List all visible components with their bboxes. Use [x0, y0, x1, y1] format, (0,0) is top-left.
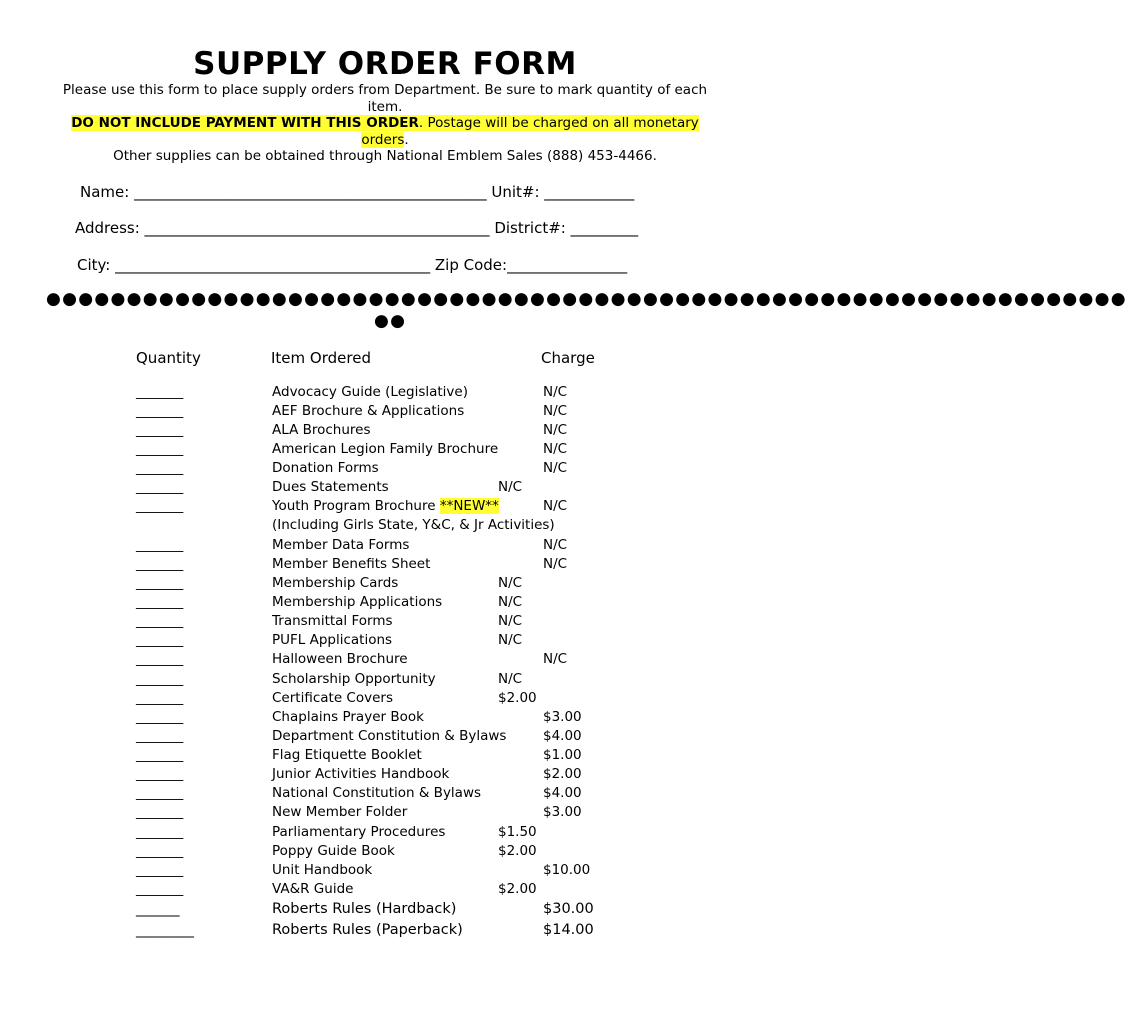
item-name: [272, 384, 468, 400]
item-charge: N/C: [498, 632, 523, 648]
supply-item-row: [0, 441, 770, 460]
item-label: Scholarship Opportunity: [272, 671, 436, 687]
item-name: [272, 671, 436, 687]
item-name: [272, 537, 409, 553]
item-charge: N/C: [498, 479, 523, 495]
item-name: [272, 632, 392, 648]
item-name: [272, 651, 408, 667]
quantity-blank[interactable]: _______: [136, 651, 184, 667]
item-label: Membership Applications: [272, 594, 443, 610]
item-label: Halloween Brochure: [272, 651, 408, 667]
supply-item-row: [0, 575, 770, 594]
item-label: National Constitution & Bylaws: [272, 785, 482, 801]
intro-other-supplies: Other supplies can be obtained through National Emblem Sales (888) 453-4466.: [113, 148, 657, 164]
quantity-blank[interactable]: _______: [136, 479, 184, 495]
item-name: [272, 728, 506, 744]
item-name: [272, 862, 372, 878]
item-name: [272, 594, 442, 610]
supply-item-row: [0, 403, 770, 422]
quantity-blank[interactable]: _______: [136, 843, 184, 859]
item-charge: $1.50: [498, 824, 537, 840]
item-name: [272, 575, 398, 591]
item-name: [272, 498, 499, 514]
quantity-blank[interactable]: _______: [136, 422, 184, 438]
item-charge: $30.00: [543, 901, 594, 917]
quantity-blank[interactable]: _______: [136, 747, 184, 763]
item-charge: N/C: [543, 556, 568, 572]
item-charge: N/C: [543, 460, 568, 476]
item-name: [272, 824, 445, 840]
quantity-column-header: Quantity: [136, 349, 201, 367]
supply-item-row: [0, 651, 770, 670]
item-name: [272, 901, 456, 917]
item-charge: $4.00: [543, 785, 582, 801]
quantity-blank[interactable]: ______: [136, 901, 180, 917]
new-badge: **NEW**: [439, 498, 499, 514]
item-charge: N/C: [543, 537, 568, 553]
item-column-header: Item Ordered: [271, 349, 371, 367]
quantity-blank[interactable]: _______: [136, 632, 184, 648]
supply-item-row: [0, 747, 770, 766]
item-label: VA&R Guide: [272, 881, 354, 897]
item-label: American Legion Family Brochure: [272, 441, 499, 457]
item-charge: $2.00: [543, 766, 582, 782]
item-name: [272, 922, 463, 938]
quantity-blank[interactable]: _______: [136, 785, 184, 801]
item-label: Department Constitution & Bylaws: [272, 728, 507, 744]
supply-item-row: [0, 517, 770, 536]
quantity-blank[interactable]: _______: [136, 709, 184, 725]
postage-note: . Postage will be charged on all monetary orders: [361, 115, 699, 148]
supply-item-row: [0, 671, 770, 690]
item-label: Unit Handbook: [272, 862, 373, 878]
supply-item-row: [0, 384, 770, 403]
item-name: [272, 403, 464, 419]
supply-item-row: [0, 843, 770, 862]
supply-item-row: [0, 728, 770, 747]
item-label: Member Data Forms: [272, 537, 410, 553]
payment-warning: DO NOT INCLUDE PAYMENT WITH THIS ORDER: [71, 115, 419, 131]
item-label: Membership Cards: [272, 575, 399, 591]
quantity-blank[interactable]: _______: [136, 804, 184, 820]
quantity-blank[interactable]: _______: [136, 594, 184, 610]
quantity-blank[interactable]: _______: [136, 824, 184, 840]
item-name: [272, 804, 407, 820]
name-unit-field[interactable]: Name: _______________________________________________ Unit#: ____________: [80, 183, 635, 201]
postage-note-end: .: [404, 131, 409, 148]
item-name: [272, 556, 430, 572]
item-label: New Member Folder: [272, 804, 408, 820]
supply-item-row: [0, 613, 770, 632]
supply-item-row: [0, 785, 770, 804]
supply-item-row: [0, 479, 770, 498]
supply-item-row: [0, 690, 770, 709]
item-label: Flag Etiquette Booklet: [272, 747, 422, 763]
intro-instructions: Please use this form to place supply orders from Department. Be sure to mark quantity of each item.: [62, 82, 708, 115]
quantity-blank[interactable]: _______: [136, 498, 184, 514]
supply-item-row: [0, 881, 770, 900]
item-charge: N/C: [543, 498, 568, 514]
item-charge: N/C: [498, 671, 523, 687]
item-charge: N/C: [498, 575, 523, 591]
item-label: Advocacy Guide (Legislative): [272, 384, 468, 400]
item-name: [272, 422, 371, 438]
quantity-blank[interactable]: _______: [136, 728, 184, 744]
item-charge: $3.00: [543, 804, 582, 820]
item-charge: $2.00: [498, 881, 537, 897]
item-name: [272, 479, 389, 495]
item-charge: $14.00: [543, 922, 594, 938]
quantity-blank[interactable]: _______: [136, 460, 184, 476]
supply-item-row: [0, 862, 770, 881]
item-name: [272, 881, 353, 897]
item-name: [272, 690, 393, 706]
charge-column-header: Charge: [541, 349, 595, 367]
item-charge: $4.00: [543, 728, 582, 744]
supply-item-row: [0, 556, 770, 575]
dotted-separator-continued: ●●: [374, 311, 407, 331]
item-label: Chaplains Prayer Book: [272, 709, 424, 725]
supply-item-row: [0, 922, 770, 941]
city-zip-field[interactable]: City: __________________________________________ Zip Code:________________: [77, 256, 628, 274]
item-label: Roberts Rules (Paperback): [272, 922, 463, 938]
quantity-blank[interactable]: _______: [136, 766, 184, 782]
item-charge: $1.00: [543, 747, 582, 763]
item-name: [272, 517, 555, 533]
quantity-blank[interactable]: _______: [136, 556, 184, 572]
supply-item-row: [0, 498, 770, 517]
item-label: Youth Program Brochure: [272, 498, 436, 514]
item-charge: N/C: [543, 384, 568, 400]
item-label: Donation Forms: [272, 460, 379, 476]
item-label: Member Benefits Sheet: [272, 556, 431, 572]
item-label: (Including Girls State, Y&C, & Jr Activities): [272, 517, 555, 533]
item-charge: N/C: [543, 651, 568, 667]
supply-item-row: [0, 594, 770, 613]
supply-item-row: [0, 804, 770, 823]
supply-item-row: [0, 460, 770, 479]
item-name: [272, 460, 379, 476]
item-label: Certificate Covers: [272, 690, 393, 706]
intro-warning: [50, 115, 720, 148]
item-name: [272, 709, 424, 725]
quantity-blank[interactable]: _______: [136, 690, 184, 706]
quantity-blank[interactable]: _______: [136, 403, 184, 419]
quantity-blank[interactable]: _______: [136, 862, 184, 878]
item-charge: N/C: [543, 403, 568, 419]
item-label: Poppy Guide Book: [272, 843, 395, 859]
supply-item-row: [0, 709, 770, 728]
supply-item-row: [0, 537, 770, 556]
item-name: [272, 766, 449, 782]
item-label: Dues Statements: [272, 479, 389, 495]
quantity-blank[interactable]: _______: [136, 671, 184, 687]
quantity-blank[interactable]: _______: [136, 881, 184, 897]
item-charge: N/C: [498, 613, 523, 629]
item-label: Transmittal Forms: [272, 613, 393, 629]
quantity-blank[interactable]: ________: [136, 922, 194, 938]
item-charge: $10.00: [543, 862, 591, 878]
item-charge: $3.00: [543, 709, 582, 725]
address-district-field[interactable]: Address: ______________________________________________ District#: _________: [75, 219, 639, 237]
item-charge: N/C: [543, 422, 568, 438]
item-label: Roberts Rules (Hardback): [272, 901, 457, 917]
form-title: SUPPLY ORDER FORM: [193, 46, 577, 82]
supply-item-row: [0, 901, 770, 920]
item-name: [272, 441, 498, 457]
quantity-blank[interactable]: _______: [136, 537, 184, 553]
supply-item-row: [0, 766, 770, 785]
item-name: [272, 747, 422, 763]
item-charge: $2.00: [498, 690, 537, 706]
item-name: [272, 843, 395, 859]
intro-text: [50, 82, 720, 165]
dotted-separator: ●●●●●●●●●●●●●●●●●●●●●●●●●●●●●●●●●●●●●●●●●●●●●●●●●●●●●●●●●●●●●●●●●●●: [46, 289, 1127, 309]
item-name: [272, 785, 481, 801]
quantity-blank[interactable]: _______: [136, 384, 184, 400]
quantity-blank[interactable]: _______: [136, 441, 184, 457]
item-label: Parliamentary Procedures: [272, 824, 446, 840]
item-charge: N/C: [498, 594, 523, 610]
item-label: PUFL Applications: [272, 632, 393, 648]
item-label: ALA Brochures: [272, 422, 371, 438]
item-charge: $2.00: [498, 843, 537, 859]
quantity-blank[interactable]: _______: [136, 613, 184, 629]
supply-item-row: [0, 422, 770, 441]
item-name: [272, 613, 393, 629]
item-label: AEF Brochure & Applications: [272, 403, 465, 419]
supply-item-row: [0, 824, 770, 843]
item-label: Junior Activities Handbook: [272, 766, 450, 782]
supply-item-row: [0, 632, 770, 651]
item-charge: N/C: [543, 441, 568, 457]
quantity-blank[interactable]: _______: [136, 575, 184, 591]
